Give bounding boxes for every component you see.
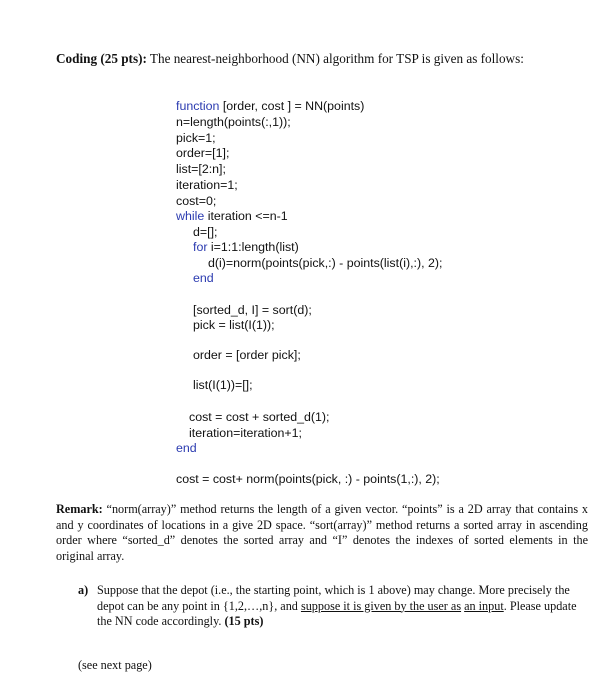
code-line: cost = cost+ norm(points(pick, :) - points(1,:), 2); [176, 472, 440, 486]
heading-text: The nearest-neighborhood (NN) algorithm for TSP is given as follows: [146, 51, 524, 66]
underlined-text: suppose it is given by the user as [300, 598, 462, 613]
code-keyword: for [193, 240, 208, 254]
remark-text: “norm(array)” method returns the length of a given vector. “points” is a 2D array that contains x and y coordinates of locations in a give 2D space. “sort(array)” method returns a sorted array in ascending order where “sorted_d” denotes the sorted array and “I” denotes the indexes of sorted elements in the original array. [56, 502, 588, 563]
code-line: cost = cost + sorted_d(1); [189, 410, 330, 424]
remark-paragraph [56, 502, 588, 564]
code-keyword: end [176, 441, 197, 455]
code-line: list(I(1))=[]; [193, 378, 253, 392]
code-line: pick=1; [176, 131, 216, 145]
question-label: a) [78, 583, 89, 597]
code-line: order=[1]; [176, 146, 230, 160]
code-line: cost=0; [176, 194, 217, 208]
question-body: Suppose that the depot (i.e., the starting point, which is 1 above) may change. More precisely the depot can be any point in {1,2,…,n}, and suppose it is given by the user as an input. Please update the NN code accordingly. (15 pts) [97, 583, 577, 628]
code-line: d(i)=norm(points(pick,:) - points(list(i),:), 2); [208, 256, 443, 270]
code-keyword: while [176, 209, 205, 223]
question-a [78, 583, 588, 630]
code-line: function [order, cost ] = NN(points) [176, 99, 365, 113]
code-line: list=[2:n]; [176, 162, 226, 176]
see-next-page: (see next page) [78, 658, 152, 672]
code-line: [sorted_d, I] = sort(d); [193, 303, 312, 317]
code-line: order = [order pick]; [193, 348, 301, 362]
code-line: iteration=iteration+1; [189, 426, 302, 440]
question-heading [56, 51, 524, 67]
code-line: d=[]; [193, 225, 218, 239]
underlined-text: an input [464, 598, 504, 613]
code-line: pick = list(I(1)); [193, 318, 275, 332]
code-keyword: end [193, 271, 214, 285]
question-points: (15 pts) [224, 614, 264, 628]
remark-label: Remark: [56, 502, 103, 516]
code-keyword: function [176, 99, 220, 113]
code-line: n=length(points(:,1)); [176, 115, 291, 129]
code-line: while iteration <=n-1 [176, 209, 288, 223]
heading-label: Coding (25 pts): [56, 51, 147, 66]
code-line: for i=1:1:length(list) [193, 240, 299, 254]
code-line: iteration=1; [176, 178, 238, 192]
